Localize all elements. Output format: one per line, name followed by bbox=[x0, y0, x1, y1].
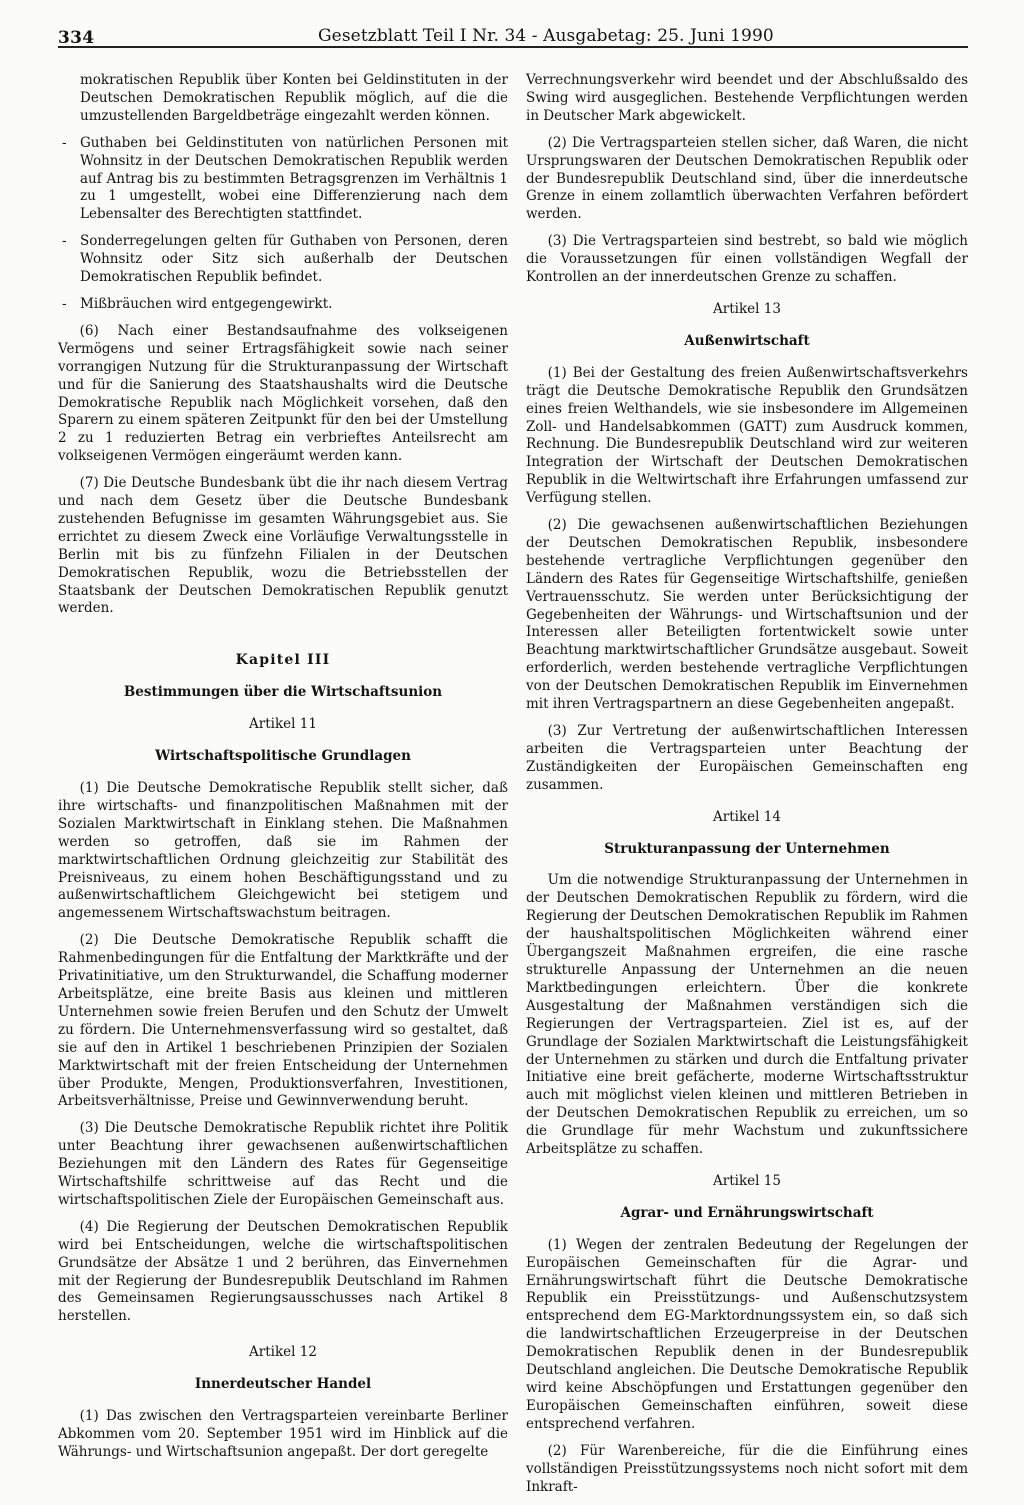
page-header bbox=[58, 10, 968, 48]
article-14-title: Strukturanpassung der Unternehmen bbox=[604, 840, 890, 857]
continued-paragraph: Verrechnungsverkehr wird beendet und der Abschlußsaldo des Swing wird ausgeglichen. Bestehende Verpflichtungen werden in Deutscher Mark abgewickelt. bbox=[526, 72, 968, 124]
article-15-title: Agrar- und Ernährungswirtschaft bbox=[620, 1204, 874, 1221]
continued-paragraph: mokratischen Republik über Konten bei Geldinstituten in der Deutschen Demokratischen Republik möglich, auf die die umzustellenden Bargeldbeträge eingezahlt werden können. bbox=[80, 72, 508, 124]
article-12-paragraph-2: (2) Die Vertragsparteien stellen sicher, daß Waren, die nicht Ursprungswaren der Deutschen Demokratischen Republik oder der Bundesrepublik Deutschland sind, über die innerdeutsche Grenze in einem zollamtlich überwachten Verfahren befördert werden. bbox=[526, 134, 968, 223]
paragraph-7: (7) Die Deutsche Bundesbank übt die ihr nach diesem Vertrag und nach dem Gesetz über die Deutsche Bundesbank zustehenden Befugnisse im gesamten Währungsgebiet aus. Sie errichtet zu diesem Zweck eine Vorläufige Verwaltungsstelle in Berlin mit bis zu fünfzehn Filialen in der Deutschen Demokratischen Republik, wozu die Betriebsstellen der Staatsbank der Deutschen Demokratischen Republik genutzt werden. bbox=[58, 475, 508, 617]
gazette-title: Gesetzblatt Teil I Nr. 34 - Ausgabetag: 25. Juni 1990 bbox=[318, 26, 774, 46]
article-15-paragraph-1: (1) Wegen der zentralen Bedeutung der Regelungen der Europäischen Gemeinschaften für die Agrar- und Ernährungswirtschaft führt die Deutsche Demokratische Republik ein Preisstützungs- und Außenschutzsystem entsprechend dem EG-Marktordnungssystem ein, so daß sich die landwirtschaftlichen Erzeugerpreise in der Deutschen Demokratischen Republik denen in der Bundesrepublik Deutschland angleichen. Die Deutsche Demokratische Republik wird keine Abschöpfungen und Erstattungen gegenüber den Europäischen Gemeinschaften einführen, soweit diese entsprechend verfahren. bbox=[526, 1236, 968, 1432]
article-11-paragraph-4: (4) Die Regierung der Deutschen Demokratischen Republik wird bei Entscheidungen, welche die wirtschaftspolitischen Grundsätze der Absätze 1 und 2 berühren, das Einvernehmen mit der Regierung der Bundesrepublik Deutschland im Rahmen des Gemeinsamen Regierungsausschusses nach Artikel 8 herstellen. bbox=[58, 1218, 508, 1325]
article-11-paragraph-2: (2) Die Deutsche Demokratische Republik schafft die Rahmenbedingungen für die Entfaltung der Marktkräfte und der Privatinitiative, um den Strukturwandel, die Schaffung moderner Arbeitsplätze, eine breite Basis aus kleinen und mittleren Unternehmen sowie freien Berufen und den Schutz der Umwelt zu fördern. Die Unternehmensverfassung wird so gestaltet, daß sie auf den in Artikel 1 beschriebenen Prinzipien der Sozialen Marktwirtschaft mit der freien Entscheidung der Unternehmen über Produkte, Mengen, Produktionsverfahren, Investitionen, Arbeitsverhältnisse, Preise und Gewinnverwendung beruht. bbox=[58, 932, 508, 1110]
article-13-paragraph-1: (1) Bei der Gestaltung des freien Außenwirtschaftsverkehrs trägt die Deutsche Demokratische Republik den Grundsätzen eines freien Welthandels, wie sie insbesondere im Allgemeinen Zoll- und Handelsabkommen (GATT) zum Ausdruck kommen, Rechnung. Die Bundesrepublik Deutschland wird zur weiteren Integration der Wirtschaft der Deutschen Demokratischen Republik in die Weltwirtschaft ihre Erfahrungen umfassend zur Verfügung stellen. bbox=[526, 364, 968, 507]
paragraph-6: (6) Nach einer Bestandsaufnahme des volkseigenen Vermögens und seiner Ertragsfähigkeit sowie nach seiner vorrangigen Nutzung für die Strukturanpassung der Wirtschaft und für die Sanierung des Staatshaushalts wird die Deutsche Demokratische Republik nach Möglichkeit vorsehen, daß den Sparern zu einem späteren Zeitpunkt für den bei der Umstellung 2 zu 1 reduzierten Betrag ein verbrieftes Anteilsrecht am volkseigenen Vermögen eingeräumt werden kann. bbox=[58, 322, 508, 465]
left-column bbox=[58, 72, 508, 1471]
article-12-paragraph-3: (3) Die Vertragsparteien sind bestrebt, so bald wie möglich die Voraussetzungen für einen vollständigen Wegfall der Kontrollen an der innerdeutschen Grenze zu schaffen. bbox=[526, 233, 968, 286]
dash-item: - Mißbräuchen wird entgegengewirkt. bbox=[58, 296, 508, 314]
article-13-title: Außenwirtschaft bbox=[684, 332, 810, 349]
article-11-paragraph-1: (1) Die Deutsche Demokratische Republik stellt sicher, daß ihre wirtschafts- und finanzpolitischen Maßnahmen mit der Sozialen Marktwirtschaft in Einklang stehen. Die Maßnahmen werden so getroffen, daß sie im Rahmen der marktwirtschaftlichen Ordnung gleichzeitig zur Stabilität des Preisniveaus, zu einem hohen Beschäftigungsstand und zu außenwirtschaftlichem Gleichgewicht bei stetigem und angemessenem Wirtschaftswachstum beitragen. bbox=[58, 780, 508, 922]
article-12-title: Innerdeutscher Handel bbox=[194, 1376, 372, 1393]
article-12-paragraph-1: (1) Das zwischen den Vertragsparteien vereinbarte Berliner Abkommen vom 20. September 1951 wird im Hinblick auf die Währungs- und Wirtschaftsunion angepaßt. Der dort geregelte bbox=[58, 1408, 508, 1460]
article-13-paragraph-3: (3) Zur Vertretung der außenwirtschaftlichen Interessen arbeiten die Vertragsparteien unter Beachtung der Zuständigkeiten der Europäischen Gemeinschaften eng zusammen. bbox=[526, 723, 968, 793]
chapter-heading: Kapitel III bbox=[235, 652, 331, 669]
article-13-heading: Artikel 13 bbox=[713, 300, 781, 317]
article-15-paragraph-2: (2) Für Warenbereiche, für die die Einführung eines vollständigen Preisstützungssystems noch nicht sofort mit dem Inkraft- bbox=[526, 1442, 968, 1495]
article-15-heading: Artikel 15 bbox=[713, 1172, 781, 1189]
right-column bbox=[526, 72, 968, 1505]
chapter-title: Bestimmungen über die Wirtschaftsunion bbox=[123, 684, 443, 701]
article-12-heading: Artikel 12 bbox=[249, 1344, 317, 1361]
dash-item: - Sonderregelungen gelten für Guthaben von Personen, deren Wohnsitz oder Sitz sich außerhalb der Deutschen Demokratischen Republik befindet. bbox=[58, 233, 508, 287]
article-14-paragraph: Um die notwendige Strukturanpassung der Unternehmen in der Deutschen Demokratischen Republik zu fördern, wird die Regierung der Deutschen Demokratischen Republik im Rahmen der haushaltspolitischen Möglichkeiten während einer Übergangszeit Maßnahmen ergreifen, die eine rasche strukturelle Anpassung der Unternehmen an die neuen Marktbedingungen erleichtern. Über die konkrete Ausgestaltung der Maßnahmen verständigen sich die Regierungen der Vertragsparteien. Ziel ist es, auf der Grundlage der Sozialen Marktwirtschaft die Leistungsfähigkeit der Unternehmen zu stärken und durch die Entfaltung privater Initiative eine breit gefächerte, moderne Wirtschaftsstruktur auch mit möglichst vielen kleinen und mittleren Betrieben in der Deutschen Demokratischen Republik zu erreichen, um so die Grundlage für mehr Wachstum und zukunftssichere Arbeitsplätze zu schaffen. bbox=[526, 872, 968, 1158]
article-13-paragraph-2: (2) Die gewachsenen außenwirtschaftlichen Beziehungen der Deutschen Demokratischen Republik, insbesondere bestehende vertragliche Verpflichtungen gegenüber den Ländern des Rates für Gegenseitige Wirtschaftshilfe, genießen Vertrauensschutz. Sie werden unter Berücksichtigung der Gegebenheiten der Währungs- und Wirtschaftsunion und der Interessen aller Beteiligten fortentwickelt sowie unter Beachtung marktwirtschaftlicher Grundsätze ausgebaut. Soweit erforderlich, werden bestehende vertragliche Verpflichtungen von der Deutschen Demokratischen Republik im Einvernehmen mit ihren Vertragspartnern an diese Gegebenheiten angepaßt. bbox=[526, 517, 968, 713]
article-11-paragraph-3: (3) Die Deutsche Demokratische Republik richtet ihre Politik unter Beachtung ihrer gewachsenen außenwirtschaftlichen Beziehungen mit den Ländern des Rates für Gegenseitige Wirtschaftshilfe schrittweise auf das Recht und die wirtschaftspolitischen Ziele der Europäischen Gemeinschaft aus. bbox=[58, 1120, 508, 1208]
article-14-heading: Artikel 14 bbox=[713, 808, 781, 825]
page-number: 334 bbox=[58, 28, 95, 48]
dash-item: - Guthaben bei Geldinstituten von natürlichen Personen mit Wohnsitz in der Deutschen Demokratischen Republik werden auf Antrag bis zu bestimmten Betragsgrenzen im Verhältnis 1 zu 1 umgestellt, wobei eine Differenzierung nach dem Lebensalter des Berechtigten stattfindet. bbox=[58, 135, 508, 225]
article-11-heading: Artikel 11 bbox=[249, 716, 317, 733]
article-11-title: Wirtschaftspolitische Grundlagen bbox=[155, 748, 411, 765]
